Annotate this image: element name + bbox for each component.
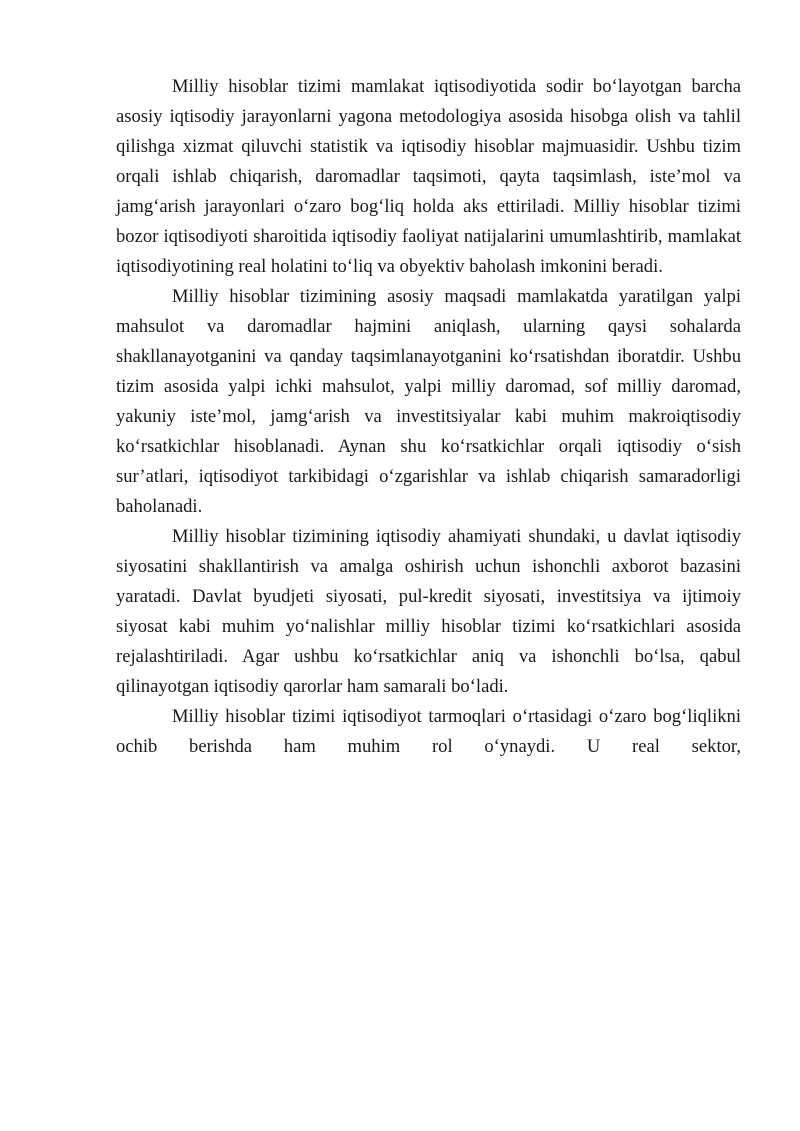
paragraph-1: Milliy hisoblar tizimi mamlakat iqtisodiyotida sodir bo‘layotgan barcha asosiy iqtisodiy jarayonlarni yagona metodologiya asosida hisobga olish va tahlil qilishga xizmat qiluvchi statistik va iqtisodiy hisoblar majmuasidir. Ushbu tizim orqali ishlab chiqarish, daromadlar taqsimoti, qayta taqsimlash, iste’mol va jamg‘arish jarayonlari o‘zaro bog‘liq holda aks ettiriladi. Milliy hisoblar tizimi bozor iqtisodiyoti sharoitida iqtisodiy faoliyat natijalarini umumlashtirib, mamlakat iqtisodiyotining real holatini to‘liq va obyektiv baholash imkonini beradi. [116,76,741,277]
paragraph-4: Milliy hisoblar tizimi iqtisodiyot tarmoqlari o‘rtasidagi o‘zaro bog‘liqlikni ochib berishda ham muhim rol o‘ynaydi. U real sektor, [116,706,741,757]
paragraph-2: Milliy hisoblar tizimining asosiy maqsadi mamlakatda yaratilgan yalpi mahsulot va daromadlar hajmini aniqlash, ularning qaysi sohalarda shakllanayotganini va qanday taqsimlanayotganini ko‘rsatishdan iboratdir. Ushbu tizim asosida yalpi ichki mahsulot, yalpi milliy daromad, sof milliy daromad, yakuniy iste’mol, jamg‘arish va investitsiyalar kabi muhim makroiqtisodiy ko‘rsatkichlar hisoblanadi. Aynan shu ko‘rsatkichlar orqali iqtisodiy o‘sish sur’atlari, iqtisodiyot tarkibidagi o‘zgarishlar va ishlab chiqarish samaradorligi baholanadi. [116,286,741,517]
paragraph-3: Milliy hisoblar tizimining iqtisodiy ahamiyati shundaki, u davlat iqtisodiy siyosatini shakllantirish va amalga oshirish uchun ishonchli axborot bazasini yaratadi. Davlat byudjeti siyosati, pul-kredit siyosati, investitsiya va ijtimoiy siyosat kabi muhim yo‘nalishlar milliy hisoblar tizimi ko‘rsatkichlari asosida rejalashtiriladi. Agar ushbu ko‘rsatkichlar aniq va ishonchli bo‘lsa, qabul qilinayotgan iqtisodiy qarorlar ham samarali bo‘ladi. [116,526,741,697]
document-page [116,72,741,762]
